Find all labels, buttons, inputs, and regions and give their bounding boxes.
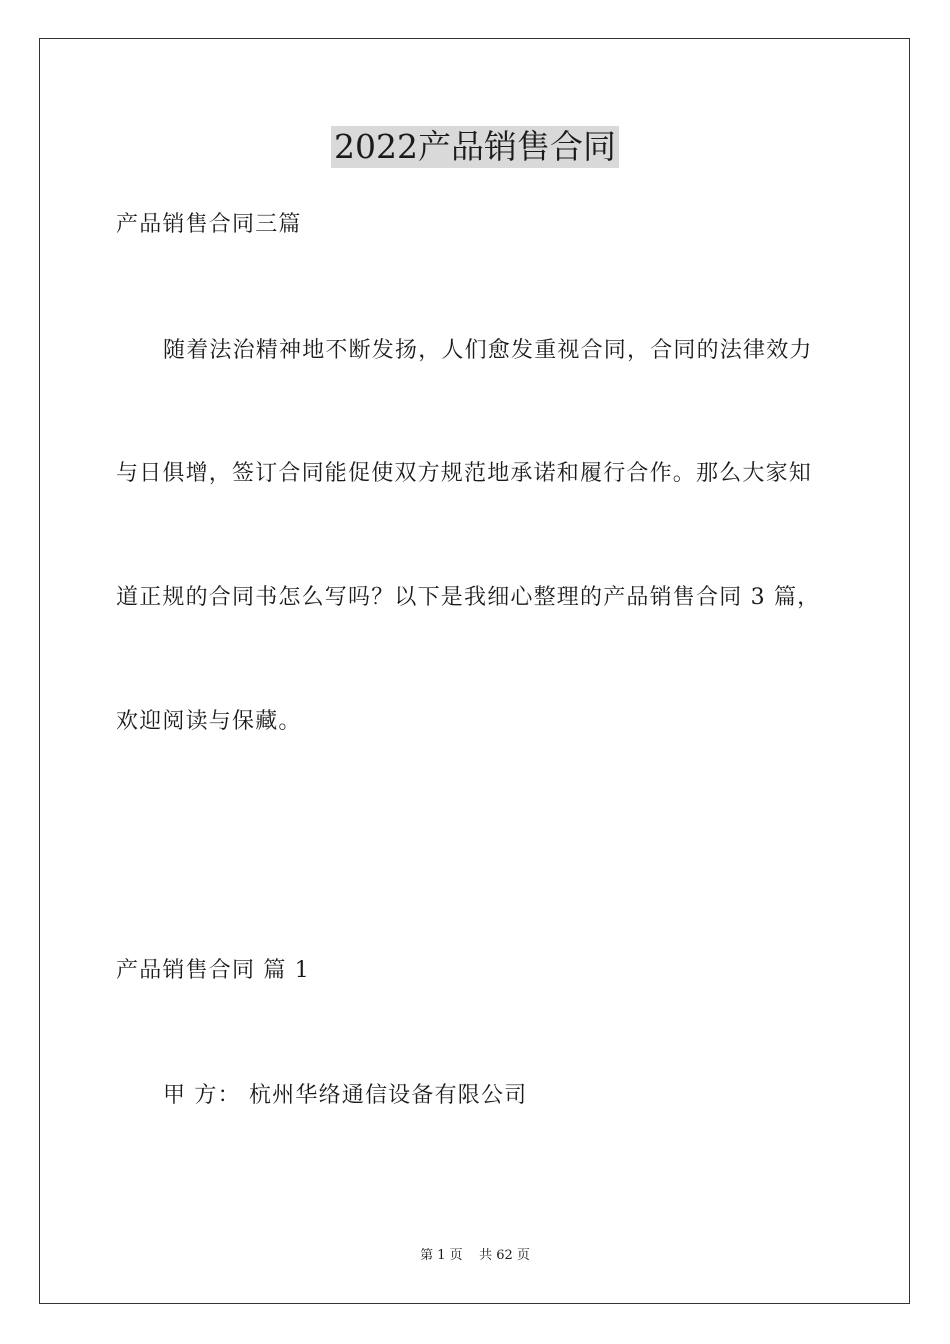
intro-line-3: 道正规的合同书怎么写吗？以下是我细心整理的产品销售合同 3 篇， bbox=[116, 585, 821, 610]
intro-line-2: 与日俱增，签订合同能促使双方规范地承诺和履行合作。那么大家知 bbox=[116, 461, 813, 486]
intro-line-4: 欢迎阅读与保藏。 bbox=[116, 709, 302, 734]
page-footer: 第 1 页 共 62 页 bbox=[420, 1248, 530, 1263]
section-heading: 产品销售合同 篇 1 bbox=[116, 958, 310, 983]
intro-line-1: 随着法治精神地不断发扬，人们愈发重视合同，合同的法律效力 bbox=[163, 338, 813, 363]
party-a-line: 甲 方： 杭州华络通信设备有限公司 bbox=[163, 1083, 528, 1108]
document-subtitle: 产品销售合同三篇 bbox=[116, 212, 302, 237]
document-title: 2022产品销售合同 bbox=[331, 126, 619, 168]
title-container bbox=[0, 126, 950, 168]
